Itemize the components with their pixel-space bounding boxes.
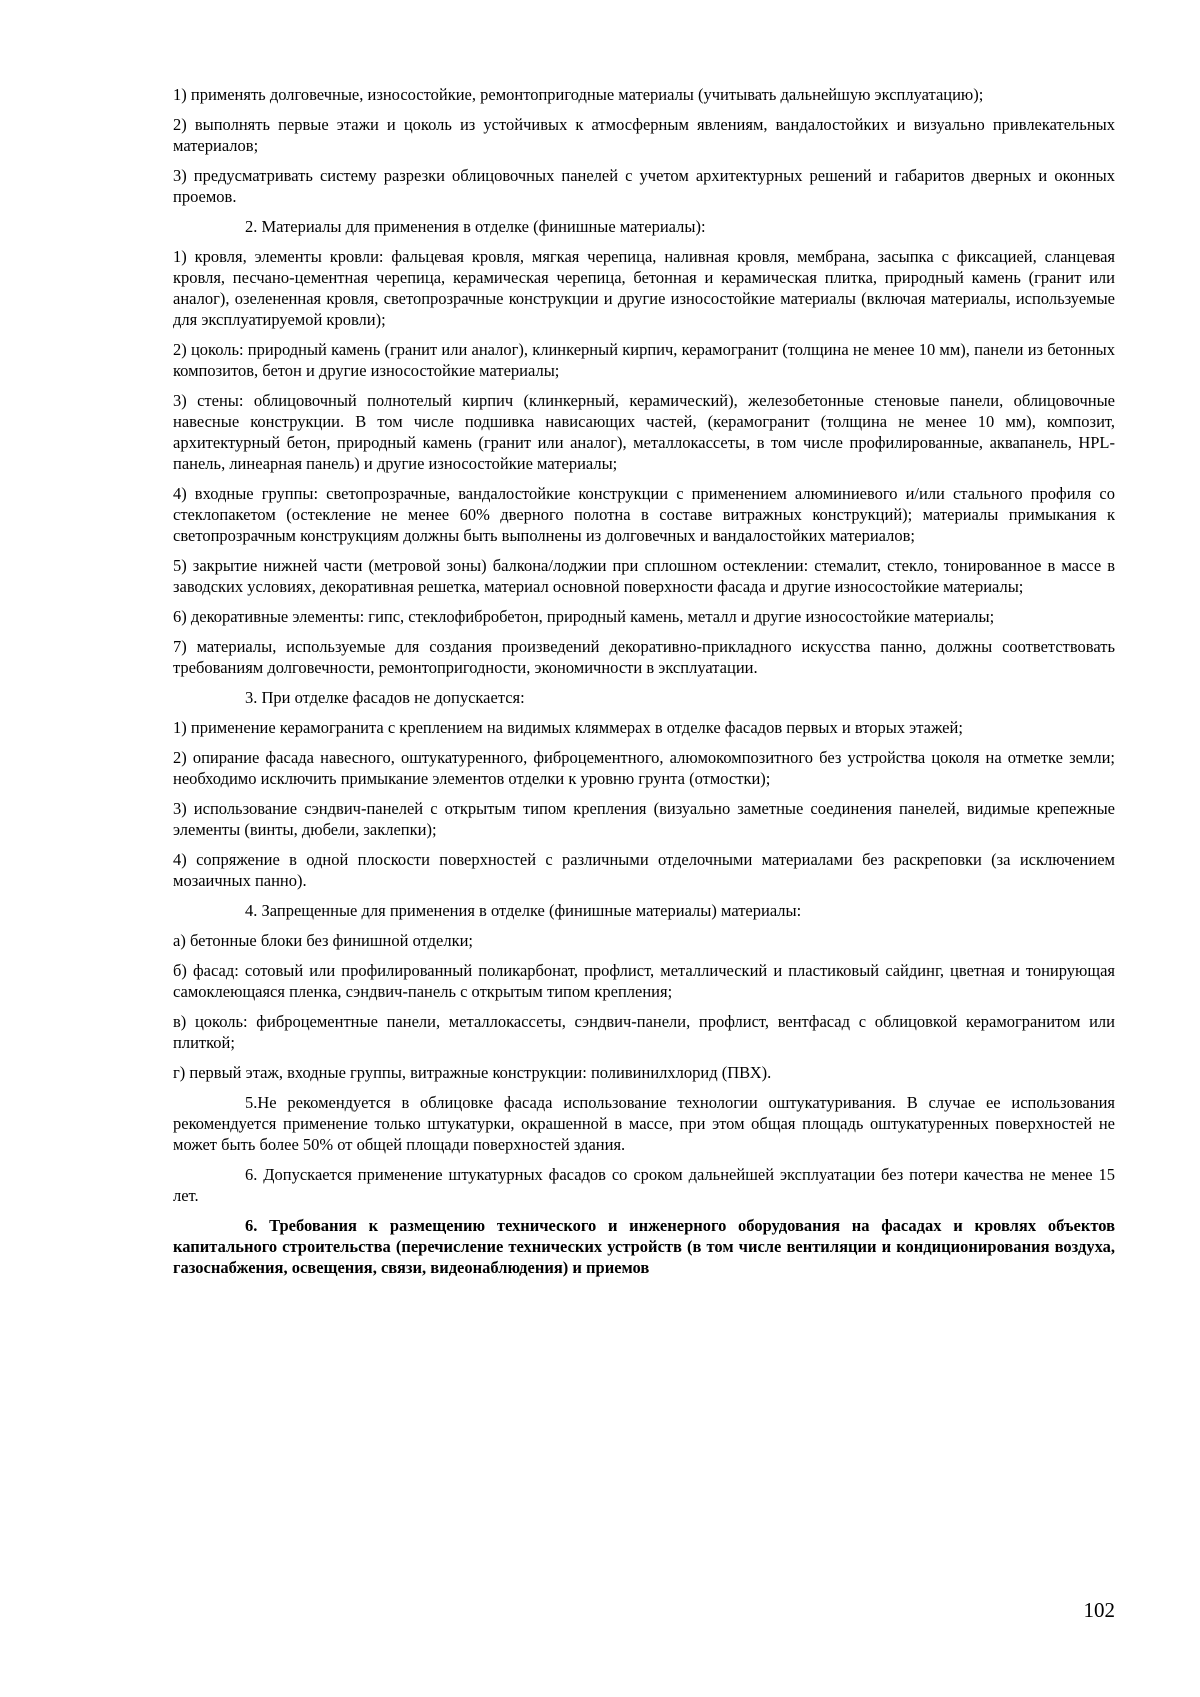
paragraph: 1) применение керамогранита с креплением на видимых кляммерах в отделке фасадов первых и вторых этажей;: [173, 718, 963, 737]
paragraph: 1) применять долговечные, износостойкие, ремонтопригодные материалы (учитывать дальнейшую эксплуатацию);: [173, 85, 984, 104]
paragraph: 4) сопряжение в одной плоскости поверхностей с различными отделочными материалами без раскреповки (за исключением мозаичных панно).: [173, 850, 1115, 890]
paragraph: 2) опирание фасада навесного, оштукатуренного, фиброцементного, алюмокомпозитного без устройства цоколя на отметке земли; необходимо исключить примыкание элементов отделки к уровню грунта (отмостки);: [173, 748, 1115, 788]
paragraph: 6. Допускается применение штукатурных фасадов со сроком дальнейшей эксплуатации без потери качества не менее 15 лет.: [173, 1165, 1115, 1205]
paragraph: 3) стены: облицовочный полнотелый кирпич (клинкерный, керамический), железобетонные стеновые панели, облицовочные навесные конструкции. В том числе подшивка нависающих частей, (керамогранит (толщина не менее 10 мм), композит, архитектурный бетон, природный камень (гранит или аналог), металлокассеты, в том числе профилированные, аквапанель, HPL-панель, линеарная панель) и другие износостойкие материалы;: [173, 391, 1115, 473]
section-heading: 3. При отделке фасадов не допускается:: [245, 688, 525, 707]
paragraph: 2) цоколь: природный камень (гранит или аналог), клинкерный кирпич, керамогранит (толщина не менее 10 мм), панели из бетонных композитов, бетон и другие износостойкие материалы;: [173, 340, 1115, 380]
paragraph: 3) использование сэндвич-панелей с открытым типом крепления (визуально заметные соединения панелей, видимые крепежные элементы (винты, дюбели, заклепки);: [173, 799, 1115, 839]
paragraph: 4) входные группы: светопрозрачные, вандалостойкие конструкции с применением алюминиевого и/или стального профиля со стеклопакетом (остекление не менее 60% дверного полотна в составе витражных конструкций); материалы примыкания к светопрозрачным конструкциям должны быть выполнены из долговечных и вандалостойких материалов;: [173, 484, 1115, 545]
paragraph: б) фасад: сотовый или профилированный поликарбонат, профлист, металлический и пластиковый сайдинг, цветная и тонирующая самоклеющаяся пленка, сэндвич-панель с открытым типом крепления;: [173, 961, 1115, 1001]
page-number: 102: [1083, 1598, 1115, 1622]
section-heading: 2. Материалы для применения в отделке (финишные материалы):: [245, 217, 706, 236]
paragraph: 5.Не рекомендуется в облицовке фасада использование технологии оштукатуривания. В случае ее использования рекомендуется применение только штукатурки, окрашенной в массе, при этом общая площадь оштукатуренных поверхностей не может быть более 50% от общей площади поверхностей здания.: [173, 1093, 1115, 1154]
paragraph: 3) предусматривать систему разрезки облицовочных панелей с учетом архитектурных решений и габаритов дверных и оконных проемов.: [173, 166, 1115, 206]
paragraph: 7) материалы, используемые для создания произведений декоративно-прикладного искусства панно, должны соответствовать требованиям долговечности, ремонтопригодности, экономичности в эксплуатации.: [173, 637, 1115, 677]
paragraph: 6) декоративные элементы: гипс, стеклофибробетон, природный камень, металл и другие износостойкие материалы;: [173, 607, 995, 626]
paragraph: в) цоколь: фиброцементные панели, металлокассеты, сэндвич-панели, профлист, вентфасад с облицовкой керамогранитом или плиткой;: [173, 1012, 1115, 1052]
paragraph: 2) выполнять первые этажи и цоколь из устойчивых к атмосферным явлениям, вандалостойких и визуально привлекательных материалов;: [173, 115, 1115, 155]
paragraph: 5) закрытие нижней части (метровой зоны) балкона/лоджии при сплошном остеклении: стемалит, стекло, тонированное в массе в заводских условиях, декоративная решетка, материал основной поверхности фасада и другие износостойкие материалы;: [173, 556, 1115, 596]
bold-section-heading: 6. Требования к размещению технического и инженерного оборудования на фасадах и кровлях объектов капитального строительства (перечисление технических устройств (в том числе вентиляции и кондиционирования воздуха, газоснабжения, освещения, связи, видеонаблюдения) и приемов: [173, 1216, 1115, 1277]
paragraph: а) бетонные блоки без финишной отделки;: [173, 931, 473, 950]
document-page: [173, 84, 1115, 1287]
paragraph: 1) кровля, элементы кровли: фальцевая кровля, мягкая черепица, наливная кровля, мембрана, засыпка с фиксацией, сланцевая кровля, песчано-цементная черепица, керамическая черепица, бетонная и керамическая плитка, природный камень (гранит или аналог), озелененная кровля, светопрозрачные конструкции и другие износостойкие материалы (включая материалы, используемые для эксплуатируемой кровли);: [173, 247, 1115, 329]
section-heading: 4. Запрещенные для применения в отделке (финишные материалы) материалы:: [245, 901, 802, 920]
paragraph: г) первый этаж, входные группы, витражные конструкции: поливинилхлорид (ПВХ).: [173, 1063, 772, 1082]
